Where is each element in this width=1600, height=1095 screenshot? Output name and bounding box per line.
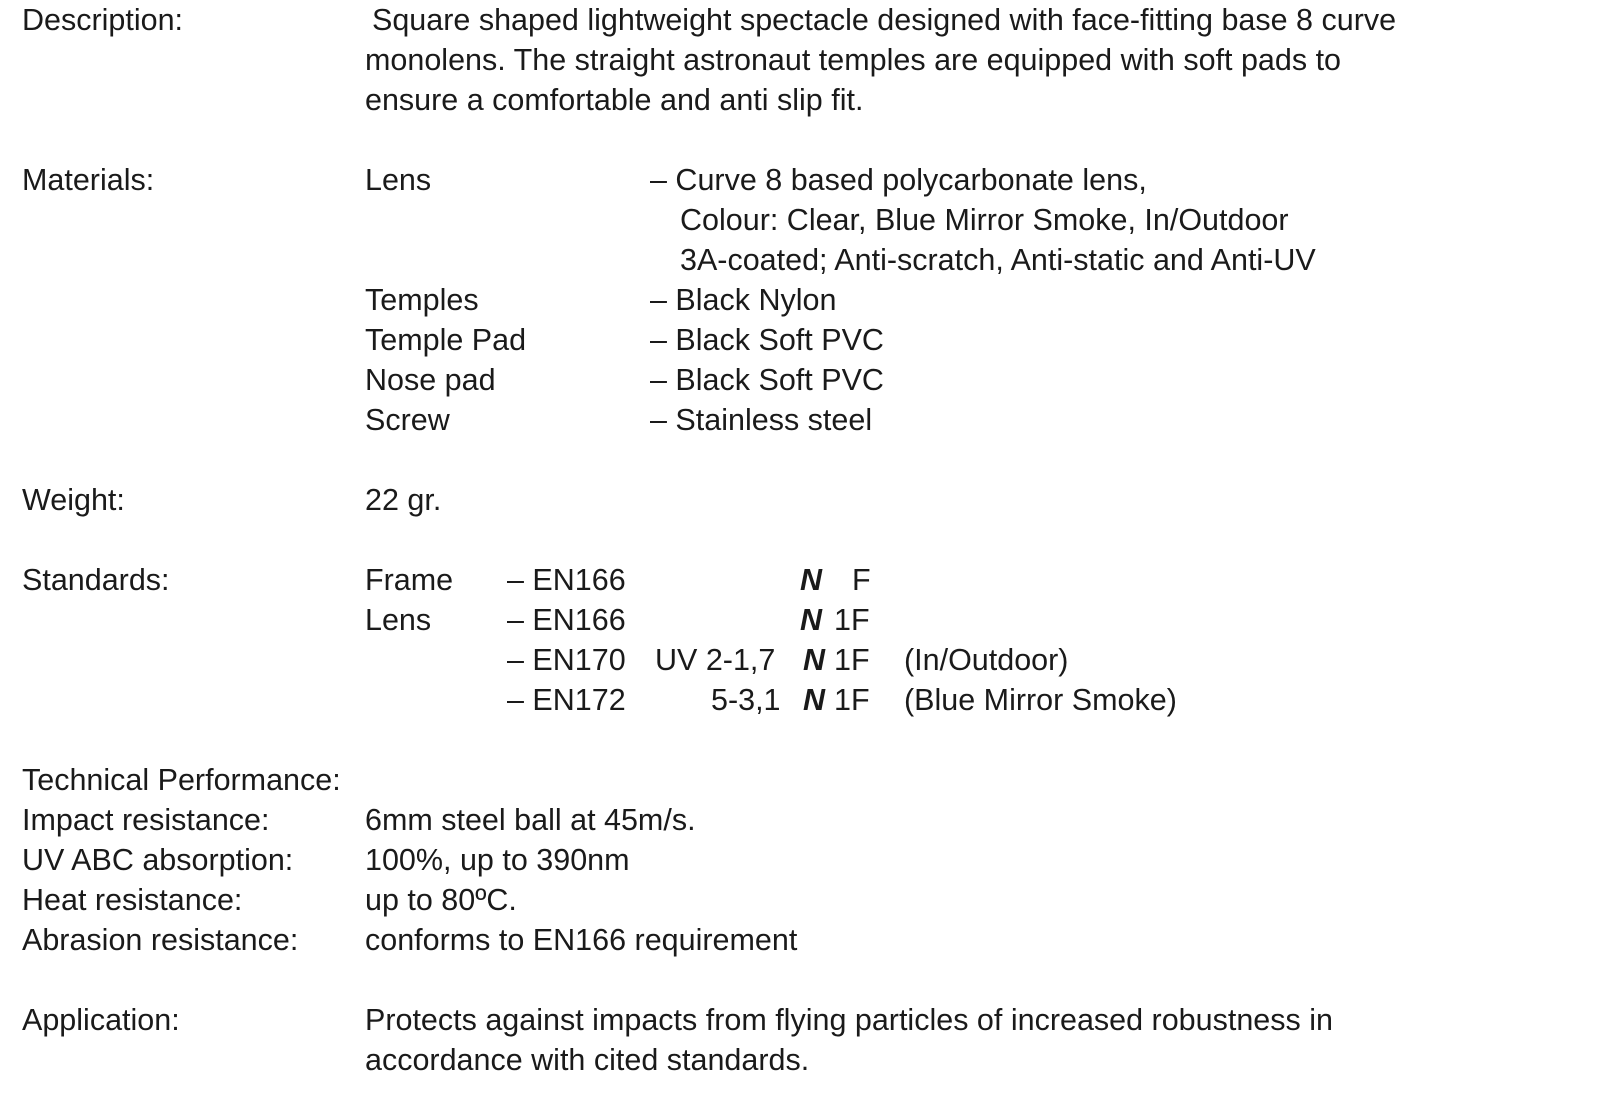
standard-part: Lens bbox=[365, 603, 432, 637]
standard-suffix: F bbox=[852, 563, 871, 597]
material-temple-pad-value: – Black Soft PVC bbox=[650, 323, 884, 357]
technical-row-value: 6mm steel ball at 45m/s. bbox=[365, 803, 696, 837]
material-nose-pad-name: Nose pad bbox=[365, 363, 496, 397]
material-lens-line-3: 3A-coated; Anti-scratch, Anti-static and Anti-UV bbox=[680, 243, 1316, 277]
standard-scale: 5-3,1 bbox=[711, 683, 781, 717]
standard-mark: N bbox=[800, 563, 823, 597]
technical-row-value: 100%, up to 390nm bbox=[365, 843, 630, 877]
standard-note: (In/Outdoor) bbox=[904, 643, 1069, 677]
standard-note: (Blue Mirror Smoke) bbox=[904, 683, 1177, 717]
standard-mark: N bbox=[803, 683, 826, 717]
material-nose-pad-value: – Black Soft PVC bbox=[650, 363, 884, 397]
standard-code: – EN166 bbox=[507, 563, 626, 597]
standard-suffix: 1F bbox=[834, 643, 870, 677]
standard-code: – EN166 bbox=[507, 603, 626, 637]
technical-row-value: up to 80ºC. bbox=[365, 883, 517, 917]
application-line-2: accordance with cited standards. bbox=[365, 1043, 810, 1077]
description-label: Description: bbox=[22, 3, 184, 37]
application-label: Application: bbox=[22, 1003, 180, 1037]
standards-label: Standards: bbox=[22, 563, 170, 597]
technical-row-value: conforms to EN166 requirement bbox=[365, 923, 798, 957]
standard-code: – EN170 bbox=[507, 643, 626, 677]
material-lens-line-2: Colour: Clear, Blue Mirror Smoke, In/Outdoor bbox=[680, 203, 1289, 237]
materials-label: Materials: bbox=[22, 163, 155, 197]
description-line-3: ensure a comfortable and anti slip fit. bbox=[365, 83, 864, 117]
material-lens-line-1: – Curve 8 based polycarbonate lens, bbox=[650, 163, 1147, 197]
technical-row-label: Impact resistance: bbox=[22, 803, 270, 837]
material-screw-name: Screw bbox=[365, 403, 450, 437]
description-line-1: Square shaped lightweight spectacle designed with face-fitting base 8 curve bbox=[372, 3, 1397, 37]
standard-code: – EN172 bbox=[507, 683, 626, 717]
standard-part: Frame bbox=[365, 563, 454, 597]
standard-scale: UV 2-1,7 bbox=[655, 643, 776, 677]
technical-row-label: UV ABC absorption: bbox=[22, 843, 294, 877]
description-line-2: monolens. The straight astronaut temples are equipped with soft pads to bbox=[365, 43, 1342, 77]
standard-mark: N bbox=[800, 603, 823, 637]
technical-row-label: Abrasion resistance: bbox=[22, 923, 299, 957]
material-screw-value: – Stainless steel bbox=[650, 403, 873, 437]
technical-heading: Technical Performance: bbox=[22, 763, 341, 797]
standard-suffix: 1F bbox=[834, 683, 870, 717]
weight-value: 22 gr. bbox=[365, 483, 442, 517]
material-temple-pad-name: Temple Pad bbox=[365, 323, 527, 357]
weight-label: Weight: bbox=[22, 483, 125, 517]
material-temples-value: – Black Nylon bbox=[650, 283, 837, 317]
technical-row-label: Heat resistance: bbox=[22, 883, 243, 917]
material-temples-name: Temples bbox=[365, 283, 479, 317]
application-line-1: Protects against impacts from flying particles of increased robustness in bbox=[365, 1003, 1333, 1037]
standard-mark: N bbox=[803, 643, 826, 677]
material-lens-name: Lens bbox=[365, 163, 432, 197]
standard-suffix: 1F bbox=[834, 603, 870, 637]
